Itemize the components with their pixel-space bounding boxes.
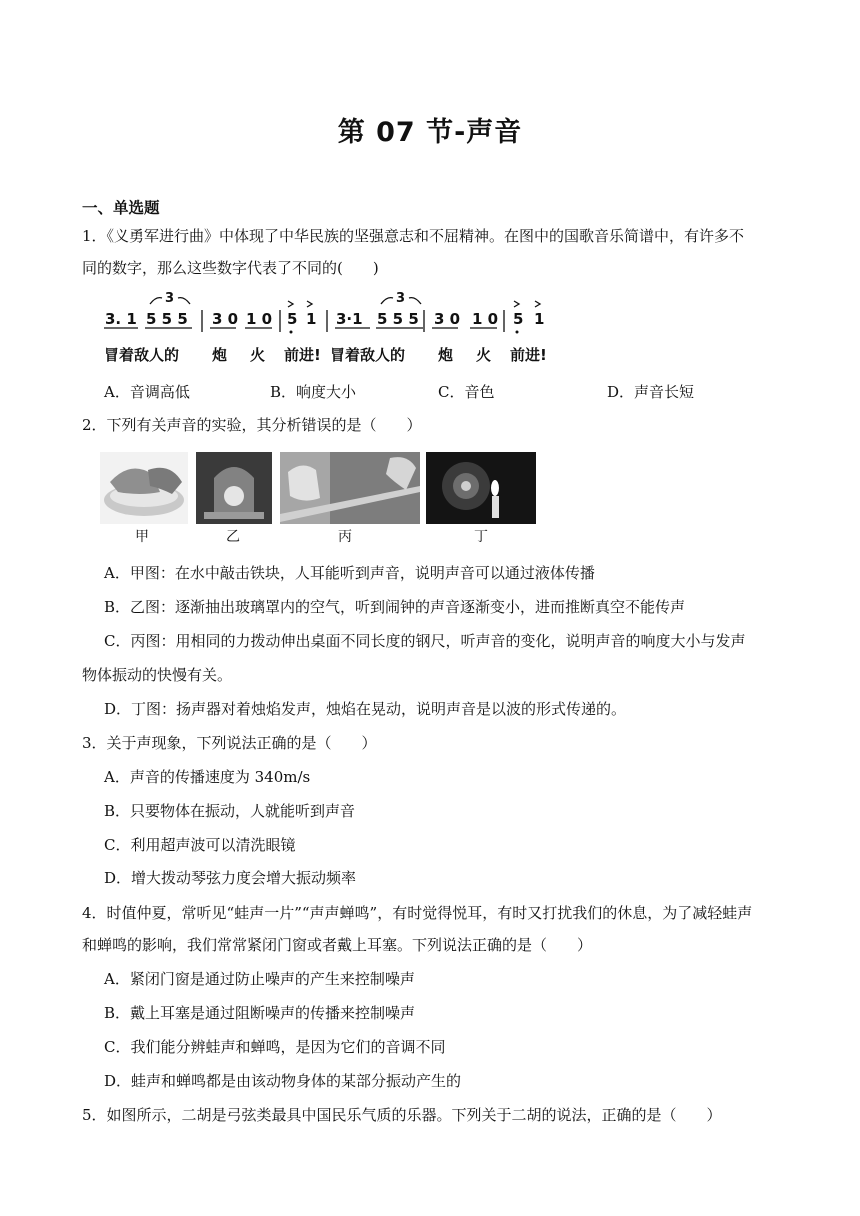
photo-label: 乙 (226, 529, 240, 545)
note: 1 0 (472, 310, 499, 328)
option-d[interactable]: D．声音长短 (607, 383, 695, 401)
note: 3·1 (336, 310, 363, 328)
q3-option-c[interactable]: C．利用超声波可以清洗眼镜 (104, 836, 296, 854)
lyric: 冒着敌人的 (104, 346, 180, 364)
option-a[interactable]: A．音调高低 (104, 383, 190, 401)
triplet-mark: 3 (396, 291, 406, 306)
q2-option-c[interactable]: C．丙图：用相同的力拨动伸出桌面不同长度的钢尺，听声音的变化，说明声音的响度大小与发声 (104, 632, 746, 650)
experiment-photos-figure (100, 452, 540, 546)
note: 5 5 5 (146, 310, 188, 328)
lyric: 前进! (510, 346, 547, 364)
photo-label: 丁 (474, 529, 488, 545)
note: 3 0 (212, 310, 239, 328)
note: 1 (534, 310, 545, 328)
question-2-text: 2．下列有关声音的实验，其分析错误的是（ ） (82, 416, 422, 434)
lyric: 前进! (284, 346, 321, 364)
q4-option-c[interactable]: C．我们能分辨蛙声和蝉鸣，是因为它们的音调不同 (104, 1038, 446, 1056)
question-3-text: 3．关于声现象，下列说法正确的是（ ） (82, 734, 377, 752)
q2-option-a[interactable]: A．甲图：在水中敲击铁块，人耳能听到声音，说明声音可以通过液体传播 (104, 564, 595, 582)
question-5-text: 5．如图所示，二胡是弓弦类最具中国民乐气质的乐器。下列关于二胡的说法，正确的是（ ） (82, 1106, 722, 1124)
question-1-text-cont: 同的数字，那么这些数字代表了不同的( ) (82, 259, 379, 277)
lyric: 炮 (438, 346, 454, 364)
question-4-text: 4．时值仲夏，常听见“蛙声一片”“声声蝉鸣”，有时觉得悦耳，有时又打扰我们的休息，为了减轻蛙声 (82, 904, 753, 922)
lyric: 火 (250, 346, 266, 364)
photo-steel-ruler (280, 452, 420, 524)
photo-speaker-candle (426, 452, 536, 524)
note: 1 0 (246, 310, 273, 328)
note: 5 (287, 310, 298, 328)
q2-option-d[interactable]: D．丁图：扬声器对着烛焰发声，烛焰在晃动，说明声音是以波的形式传递的。 (104, 700, 627, 718)
option-b[interactable]: B．响度大小 (270, 383, 357, 401)
note: 5 (513, 310, 524, 328)
lyric: 炮 (212, 346, 228, 364)
q3-option-d[interactable]: D．增大拨动琴弦力度会增大振动频率 (104, 869, 357, 887)
q2-option-c-cont: 物体振动的快慢有关。 (82, 666, 233, 684)
photo-label: 丙 (338, 529, 352, 545)
q3-option-b[interactable]: B．只要物体在振动，人就能听到声音 (104, 802, 356, 820)
note: 5 5 5 (377, 310, 419, 328)
anthem-score-figure (100, 288, 570, 370)
q4-option-b[interactable]: B．戴上耳塞是通过阻断噪声的传播来控制噪声 (104, 1004, 416, 1022)
q4-option-d[interactable]: D．蛙声和蝉鸣都是由该动物身体的某部分振动产生的 (104, 1072, 462, 1090)
page-title: 第 07 节-声音 (337, 117, 523, 148)
lyric: 火 (476, 346, 492, 364)
q3-option-a[interactable]: A．声音的传播速度为 340m/s (104, 768, 311, 786)
q4-option-a[interactable]: A．紧闭门窗是通过防止噪声的产生来控制噪声 (104, 970, 415, 988)
photo-bell-jar (196, 452, 272, 524)
q2-option-b[interactable]: B．乙图：逐渐抽出玻璃罩内的空气，听到闹钟的声音逐渐变小，进而推断真空不能传声 (104, 598, 686, 616)
photo-label: 甲 (135, 529, 149, 545)
option-c[interactable]: C．音色 (438, 383, 495, 401)
photo-hands-in-water (100, 452, 188, 524)
note: 1 (306, 310, 317, 328)
note: 3. 1 (105, 310, 137, 328)
lyric: 冒着敌人的 (330, 346, 406, 364)
question-1-text: 1．《义勇军进行曲》中体现了中华民族的坚强意志和不屈精神。在图中的国歌音乐简谱中，有许多不 (82, 227, 745, 245)
note: 3 0 (434, 310, 461, 328)
section-heading: 一、单选题 (82, 199, 160, 217)
triplet-mark: 3 (165, 291, 175, 306)
question-4-text-cont: 和蝉鸣的影响，我们常常紧闭门窗或者戴上耳塞。下列说法正确的是（ ） (82, 936, 593, 954)
